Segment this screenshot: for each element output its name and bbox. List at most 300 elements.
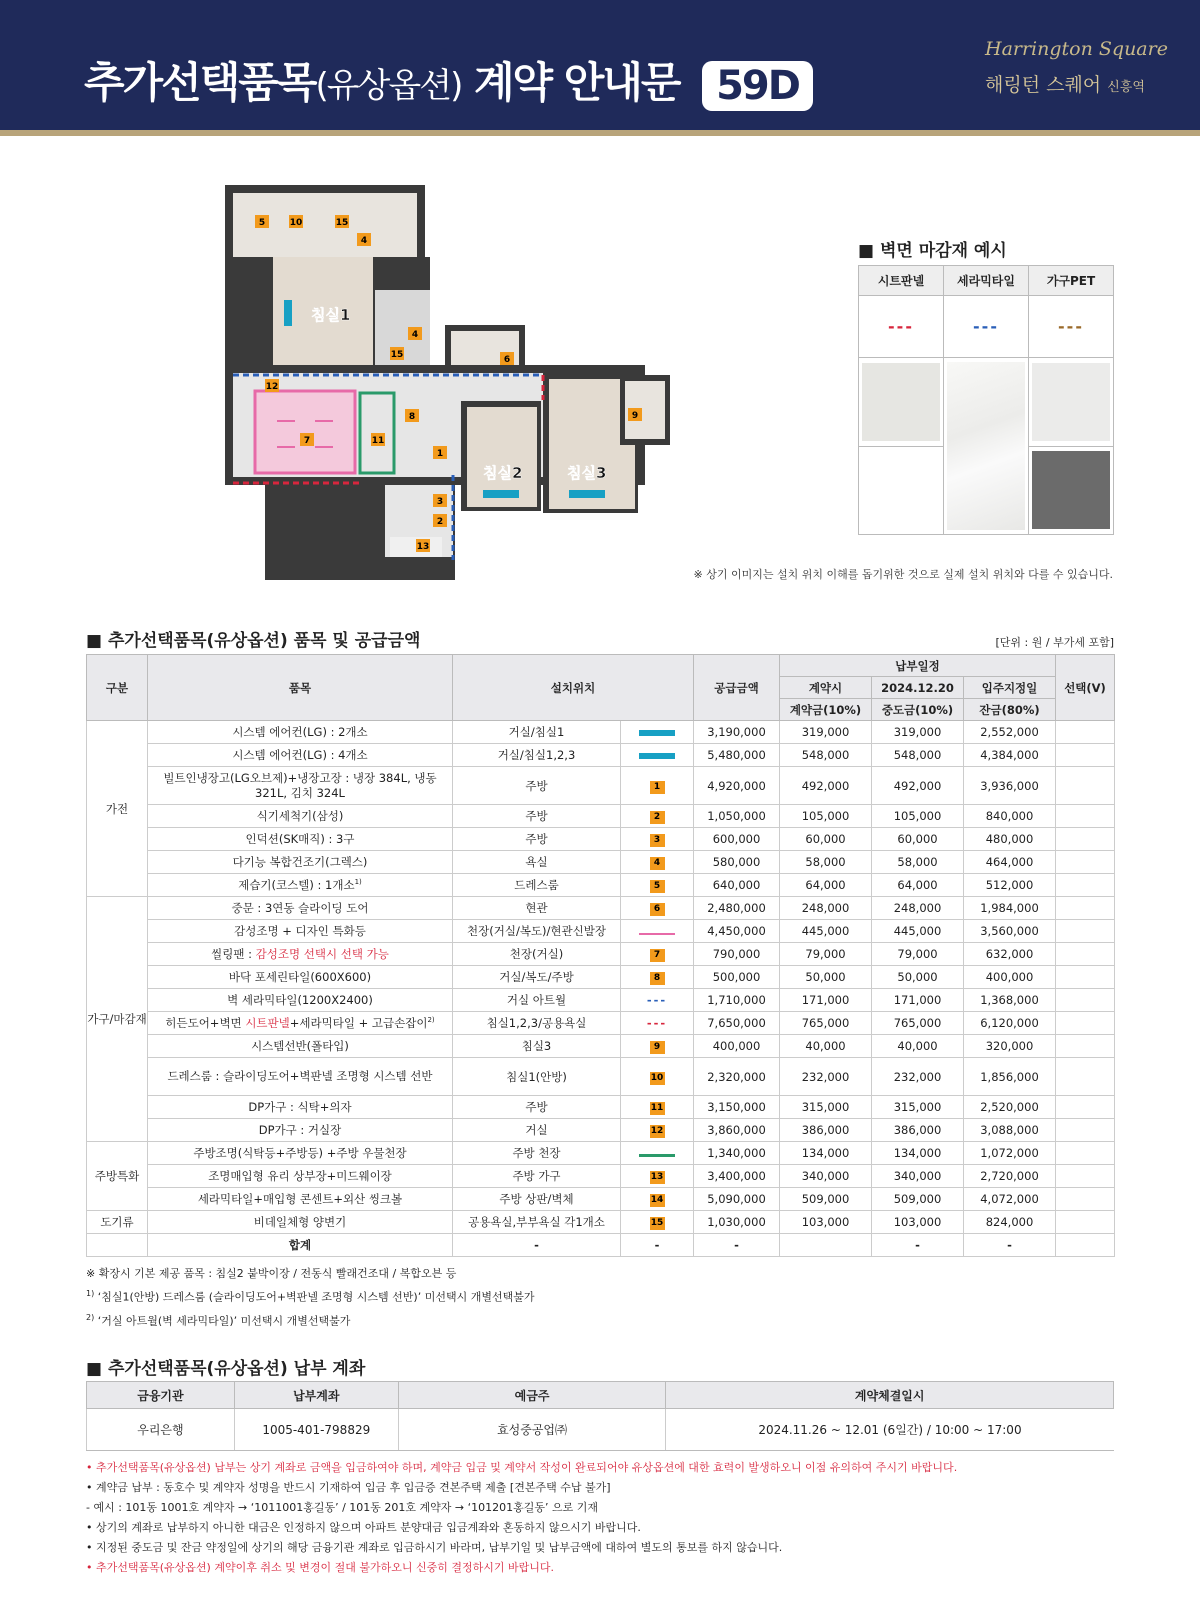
select-checkbox[interactable] [1056,1096,1115,1119]
footnote-1-text: ‘침실1(안방) 드레스룸 (슬라이딩도어+벽판넬 조명형 시스템 선반)’ 미선택시 개별선택불가 [97,1290,535,1304]
balance-amount: 1,072,000 [964,1142,1056,1165]
price-row [87,920,1115,943]
supply-price: 5,480,000 [694,744,780,767]
supply-price: 7,650,000 [694,1012,780,1035]
deposit-amount: 386,000 [780,1119,872,1142]
line-legend [639,933,675,935]
location-line-legend [621,744,694,767]
balance-amount: 632,000 [964,943,1056,966]
deposit-amount: 445,000 [780,920,872,943]
floorplan-label: 2 [436,517,444,527]
item-name: 인덕션(SK매직) : 3구 [148,828,453,851]
category-cell: 가전 [87,721,148,897]
supply-price: 1,050,000 [694,805,780,828]
location-line-legend [621,989,694,1012]
select-checkbox[interactable] [1056,767,1115,805]
deposit-amount: 105,000 [780,805,872,828]
deposit-amount: 319,000 [780,721,872,744]
location-number [621,767,694,805]
deposit-amount: 103,000 [780,1211,872,1234]
select-checkbox[interactable] [1056,966,1115,989]
header-interim-date: 2024.12.20 [872,677,964,699]
install-location: 주방 [453,828,621,851]
wall-finish-title-text: 벽면 마감재 예시 [879,241,1007,261]
floorplan-label: 7 [303,436,311,446]
floorplan-label: 12 [265,382,279,392]
location-number-badge: 15 [650,1218,664,1228]
interim-amount: 79,000 [872,943,964,966]
floorplan-label: 4 [360,236,368,246]
total-mark: - [621,1234,694,1257]
balance-amount: 3,560,000 [964,920,1056,943]
interim-amount: 765,000 [872,1012,964,1035]
supply-price: 640,000 [694,874,780,897]
account-note-1: • 추가선택품목(유상옵션) 납부는 상기 계좌로 금액을 입금하여야 하며, 계약금 입금 및 계약서 작성이 완료되어야 유상옵션에 대한 효력이 발생하오니 이점 유의하여 주시기 바랍니다. [86,1461,958,1474]
header-price: 공급금액 [694,655,780,721]
unit-note: [단위 : 원 / 부가세 포함] [995,636,1114,649]
location-number-badge: 13 [650,1172,664,1182]
interim-amount: 232,000 [872,1058,964,1096]
select-checkbox[interactable] [1056,897,1115,920]
swatch-sheet [862,363,940,441]
location-number [621,1188,694,1211]
install-location: 침실3 [453,1035,621,1058]
deposit-amount: 315,000 [780,1096,872,1119]
dash-legend: --- [646,1016,668,1030]
item-name [148,874,453,897]
deposit-amount: 58,000 [780,851,872,874]
install-location: 주방 상판/벽체 [453,1188,621,1211]
item-name: 벽 세라믹타일(1200X2400) [148,989,453,1012]
account-notes [86,1458,957,1578]
price-row [87,721,1115,744]
category-cell: 주방특화 [87,1142,148,1211]
interim-amount: 386,000 [872,1119,964,1142]
total-balance: - [964,1234,1056,1257]
supply-price: 1,710,000 [694,989,780,1012]
balance-amount: 824,000 [964,1211,1056,1234]
price-row [87,943,1115,966]
deposit-amount: 340,000 [780,1165,872,1188]
price-section-title-text: 추가선택품목(유상옵션) 품목 및 공급금액 [107,631,421,651]
location-number-badge: 2 [650,811,665,824]
select-checkbox[interactable] [1056,1188,1115,1211]
item-name: 감성조명 + 디자인 특화등 [148,920,453,943]
supply-price: 2,320,000 [694,1058,780,1096]
account-header-date: 계약체결일시 [666,1382,1114,1409]
footnote-1 [86,1284,534,1308]
location-line-legend [621,920,694,943]
deposit-amount: 60,000 [780,828,872,851]
title-rest: 계약 안내문 [473,58,680,107]
select-checkbox[interactable] [1056,1211,1115,1234]
interim-amount: 171,000 [872,989,964,1012]
brand-script-logo: Harrington Square [985,38,1168,60]
item-name: 드레스룸 : 슬라이딩도어+벽판넬 조명형 시스템 선반 [148,1058,453,1096]
item-red-note: 시트판넬 [245,1016,290,1030]
install-location: 침실1,2,3/공용욕실 [453,1012,621,1035]
balance-amount: 3,936,000 [964,767,1056,805]
price-row [87,1119,1115,1142]
install-location: 드레스룸 [453,874,621,897]
brand-name [985,70,1145,97]
interim-amount: 445,000 [872,920,964,943]
account-note-2: • 계약금 납부 : 동호수 및 계약자 성명을 반드시 기재하여 입금 후 입금증 견본주택 제출 [견본주택 수납 불가] [86,1481,611,1494]
select-checkbox[interactable] [1056,1035,1115,1058]
header-contract: 계약시 [780,677,872,699]
dash-legend-pet: --- [1058,317,1084,336]
location-number-badge: 14 [650,1195,664,1205]
item-prefix: 히든도어+벽면 [165,1016,246,1030]
total-label: 합계 [148,1234,453,1257]
swatch-pet-light [1032,363,1110,441]
supply-price: 2,480,000 [694,897,780,920]
location-number-badge: 1 [650,781,665,794]
install-location: 거실/복도/주방 [453,966,621,989]
unit-type-badge: 59D [702,61,813,111]
floorplan-label: 11 [371,436,385,446]
title-sub: (유상옵션) [315,66,462,106]
header-divider [0,130,1200,136]
supply-price: 3,860,000 [694,1119,780,1142]
item-name: 바닥 포세린타일(600X600) [148,966,453,989]
floorplan-label: 9 [631,411,639,421]
floor-plan [225,185,695,595]
floorplan-label: 3 [436,497,444,507]
balance-amount: 840,000 [964,805,1056,828]
location-number-badge: 12 [650,1126,664,1136]
swatch-pet-dark [1032,451,1110,529]
footnote-1-mark: 1) [86,1289,95,1298]
interim-amount: 340,000 [872,1165,964,1188]
item-name: DP가구 : 거실장 [148,1119,453,1142]
supply-price: 1,030,000 [694,1211,780,1234]
install-location: 거실 [453,1119,621,1142]
location-number [621,805,694,828]
interim-amount: 492,000 [872,767,964,805]
supply-price: 600,000 [694,828,780,851]
account-header-bank: 금융기관 [87,1382,235,1409]
install-location: 침실1(안방) [453,1058,621,1096]
supply-price: 5,090,000 [694,1188,780,1211]
category-cell: 가구/마감재 [87,897,148,1142]
item-name: 시스템 에어컨(LG) : 2개소 [148,721,453,744]
select-checkbox[interactable] [1056,828,1115,851]
item-name: 비데일체형 양변기 [148,1211,453,1234]
account-note-6: • 추가선택품목(유상옵션) 계약이후 취소 및 변경이 절대 불가하오니 신중히 결정하시기 바랍니다. [86,1561,554,1574]
brand-location: 신흥역 [1107,80,1145,95]
floorplan-label: 5 [258,218,266,228]
header-balance: 잔금(80%) [964,699,1056,721]
location-number [621,1165,694,1188]
account-header-number: 납부계좌 [234,1382,398,1409]
location-number [621,1035,694,1058]
deposit-amount: 79,000 [780,943,872,966]
install-location: 주방 [453,1096,621,1119]
interim-amount: 548,000 [872,744,964,767]
select-checkbox[interactable] [1056,874,1115,897]
footnote-2 [86,1308,534,1332]
price-row [87,1188,1115,1211]
dash-legend-ceramic: --- [973,317,999,336]
location-number-badge: 3 [650,834,665,847]
interim-amount: 50,000 [872,966,964,989]
price-row [87,828,1115,851]
total-row [87,1234,1115,1257]
header-banner [0,0,1200,130]
floorplan-label: 13 [416,542,430,552]
interim-amount: 60,000 [872,828,964,851]
interim-amount: 315,000 [872,1096,964,1119]
header-interim: 중도금(10%) [872,699,964,721]
interim-amount: 58,000 [872,851,964,874]
price-row [87,805,1115,828]
header-select: 선택(V) [1056,655,1115,721]
balance-amount: 2,552,000 [964,721,1056,744]
select-checkbox[interactable] [1056,721,1115,744]
balance-amount: 400,000 [964,966,1056,989]
install-location: 거실/침실1 [453,721,621,744]
location-number-badge: 7 [650,949,665,962]
line-legend [639,730,675,736]
total-price: - [694,1234,780,1257]
header-deposit: 계약금(10%) [780,699,872,721]
price-row [87,744,1115,767]
deposit-amount: 40,000 [780,1035,872,1058]
balance-amount: 2,720,000 [964,1165,1056,1188]
price-row [87,989,1115,1012]
price-row [87,966,1115,989]
interim-amount: 319,000 [872,721,964,744]
balance-amount: 2,520,000 [964,1096,1056,1119]
select-checkbox[interactable] [1056,943,1115,966]
footnote-expansion: ※ 확장시 기본 제공 품목 : 침실2 붙박이장 / 전동식 빨래건조대 / 복합오븐 등 [86,1267,457,1280]
price-row [87,897,1115,920]
item-name [148,943,453,966]
balance-amount: 320,000 [964,1035,1056,1058]
deposit-amount: 232,000 [780,1058,872,1096]
supply-price: 1,340,000 [694,1142,780,1165]
item-name: 중문 : 3연동 슬라이딩 도어 [148,897,453,920]
footnote-mark: 2) [427,1016,435,1025]
location-number-badge: 6 [650,903,665,916]
category-cell: 도기류 [87,1211,148,1234]
price-table [86,654,1115,1257]
swatch-ceramic [947,362,1025,530]
deposit-amount: 50,000 [780,966,872,989]
account-section-title [86,1354,365,1379]
install-location: 현관 [453,897,621,920]
location-number-badge: 8 [650,972,665,985]
location-number [621,874,694,897]
balance-amount: 6,120,000 [964,1012,1056,1035]
item-name: 조명매입형 유리 상부장+미드웨이장 [148,1165,453,1188]
dash-legend-sheet: --- [888,317,914,336]
balance-amount: 1,368,000 [964,989,1056,1012]
interim-amount: 509,000 [872,1188,964,1211]
price-footnotes [86,1264,534,1331]
header-item: 품목 [148,655,453,721]
account-header-holder: 예금주 [398,1382,666,1409]
price-row [87,1012,1115,1035]
title-main: 추가선택품목 [84,58,316,107]
interim-amount: 103,000 [872,1211,964,1234]
location-number [621,1211,694,1234]
price-row [87,851,1115,874]
wall-finish-table [858,265,1114,535]
select-checkbox[interactable] [1056,1119,1115,1142]
total-loc: - [453,1234,621,1257]
item-name: 시스템선반(폴타입) [148,1035,453,1058]
balance-amount: 512,000 [964,874,1056,897]
balance-amount: 3,088,000 [964,1119,1056,1142]
wall-finish-title: ■ 벽면 마감재 예시 [858,241,1007,261]
room-label-bedroom3: 침실3 [567,464,607,482]
location-line-legend [621,721,694,744]
select-checkbox[interactable] [1056,1058,1115,1096]
select-checkbox[interactable] [1056,1142,1115,1165]
select-checkbox[interactable] [1056,1165,1115,1188]
interim-amount: 105,000 [872,805,964,828]
floorplan-label: 10 [289,218,303,228]
price-row [87,1035,1115,1058]
supply-price: 4,920,000 [694,767,780,805]
account-note-5: • 지정된 중도금 및 잔금 약정일에 상기의 해당 금융기관 계좌로 입금하시기 바라며, 납부기일 및 납부금액에 대하여 별도의 통보를 하지 않습니다. [86,1541,783,1554]
select-checkbox[interactable] [1056,851,1115,874]
dash-legend: --- [646,993,668,1007]
install-location: 주방 가구 [453,1165,621,1188]
deposit-amount: 509,000 [780,1188,872,1211]
location-number-badge: 10 [650,1072,664,1083]
location-number [621,897,694,920]
install-location: 천장(거실) [453,943,621,966]
interim-amount: 40,000 [872,1035,964,1058]
account-holder: 효성중공업㈜ [398,1409,666,1451]
line-legend [639,753,675,759]
price-row [87,1142,1115,1165]
select-checkbox[interactable] [1056,805,1115,828]
item-name: 식기세척기(삼성) [148,805,453,828]
supply-price: 3,150,000 [694,1096,780,1119]
room-label-bedroom1: 침실1 [311,306,351,324]
location-number [621,1058,694,1096]
install-location: 천장(거실/복도)/현관신발장 [453,920,621,943]
install-location: 공용욕실,부부욕실 각1개소 [453,1211,621,1234]
floorplan-label: 6 [503,355,511,365]
install-location: 주방 [453,805,621,828]
line-legend [639,1154,675,1157]
supply-price: 3,400,000 [694,1165,780,1188]
select-checkbox[interactable] [1056,744,1115,767]
footnote-2-text: ‘거실 아트월(벽 세라믹타일)’ 미선택시 개별선택불가 [97,1314,351,1328]
account-note-3: - 예시 : 101동 1001호 계약자 → ‘1011001홍길동’ / 101동 201호 계약자 → ‘101201홍길동’ 으로 기재 [86,1501,598,1514]
supply-price: 4,450,000 [694,920,780,943]
supply-price: 790,000 [694,943,780,966]
deposit-amount: 248,000 [780,897,872,920]
total-interim: - [872,1234,964,1257]
deposit-amount: 64,000 [780,874,872,897]
balance-amount: 4,384,000 [964,744,1056,767]
item-name: 세라믹타일+매입형 콘센트+외산 씽크볼 [148,1188,453,1211]
install-location: 주방 천장 [453,1142,621,1165]
floorplan-label: 4 [411,330,419,340]
account-table [86,1381,1114,1451]
supply-price: 580,000 [694,851,780,874]
header-schedule: 납부일정 [780,655,1056,677]
price-row [87,1096,1115,1119]
balance-amount: 1,984,000 [964,897,1056,920]
location-line-legend [621,1012,694,1035]
balance-amount: 480,000 [964,828,1056,851]
price-row [87,767,1115,805]
select-checkbox[interactable] [1056,1012,1115,1035]
deposit-amount: 765,000 [780,1012,872,1035]
item-name: DP가구 : 식탁+의자 [148,1096,453,1119]
location-number [621,1096,694,1119]
select-checkbox[interactable] [1056,989,1115,1012]
page-title [84,50,813,111]
balance-amount: 4,072,000 [964,1188,1056,1211]
floorplan-label: 15 [335,218,349,228]
price-row [87,874,1115,897]
item-name: 다기능 복합건조기(그렉스) [148,851,453,874]
select-checkbox[interactable] [1056,920,1115,943]
location-number-badge: 9 [650,1041,665,1054]
item-name: 주방조명(식탁등+주방등) +주방 우물천장 [148,1142,453,1165]
interim-amount: 248,000 [872,897,964,920]
header-location: 설치위치 [453,655,694,721]
floorplan-label: 1 [436,449,444,459]
header-category: 구분 [87,655,148,721]
location-line-legend [621,1142,694,1165]
header-movein: 입주지정일 [964,677,1056,699]
location-number-badge: 5 [650,880,665,893]
supply-price: 400,000 [694,1035,780,1058]
install-location: 욕실 [453,851,621,874]
account-section-title-text: 추가선택품목(유상옵션) 납부 계좌 [107,1359,366,1379]
price-section-title [86,626,420,651]
deposit-amount: 171,000 [780,989,872,1012]
wall-col-ceramic: 세라믹타일 [944,266,1029,296]
install-location: 거실/침실1,2,3 [453,744,621,767]
room-label-bedroom2: 침실2 [483,464,523,482]
account-bank: 우리은행 [87,1409,235,1451]
location-number [621,966,694,989]
item-name: 시스템 에어컨(LG) : 4개소 [148,744,453,767]
location-number [621,943,694,966]
location-number-badge: 4 [650,857,665,870]
interim-amount: 134,000 [872,1142,964,1165]
item-rest: +세라믹타일 + 고급손잡이 [289,1016,428,1030]
deposit-amount: 492,000 [780,767,872,805]
floorplan-label: 15 [390,350,404,360]
wall-col-pet: 가구PET [1029,266,1114,296]
account-note-4: • 상기의 계좌로 납부하지 아니한 대금은 인정하지 않으며 아파트 분양대금 입금계좌와 혼동하지 않으시기 바랍니다. [86,1521,641,1534]
balance-amount: 464,000 [964,851,1056,874]
supply-price: 500,000 [694,966,780,989]
location-number [621,1119,694,1142]
location-number-badge: 11 [650,1103,664,1113]
item-red-note: 감성조명 선택시 선택 가능 [255,947,389,961]
item-text: 제습기(코스텔) : 1개소 [238,878,355,892]
balance-amount: 1,856,000 [964,1058,1056,1096]
deposit-amount: 134,000 [780,1142,872,1165]
item-name [148,1012,453,1035]
supply-price: 3,190,000 [694,721,780,744]
location-number [621,851,694,874]
install-location: 주방 [453,767,621,805]
price-row [87,1058,1115,1096]
